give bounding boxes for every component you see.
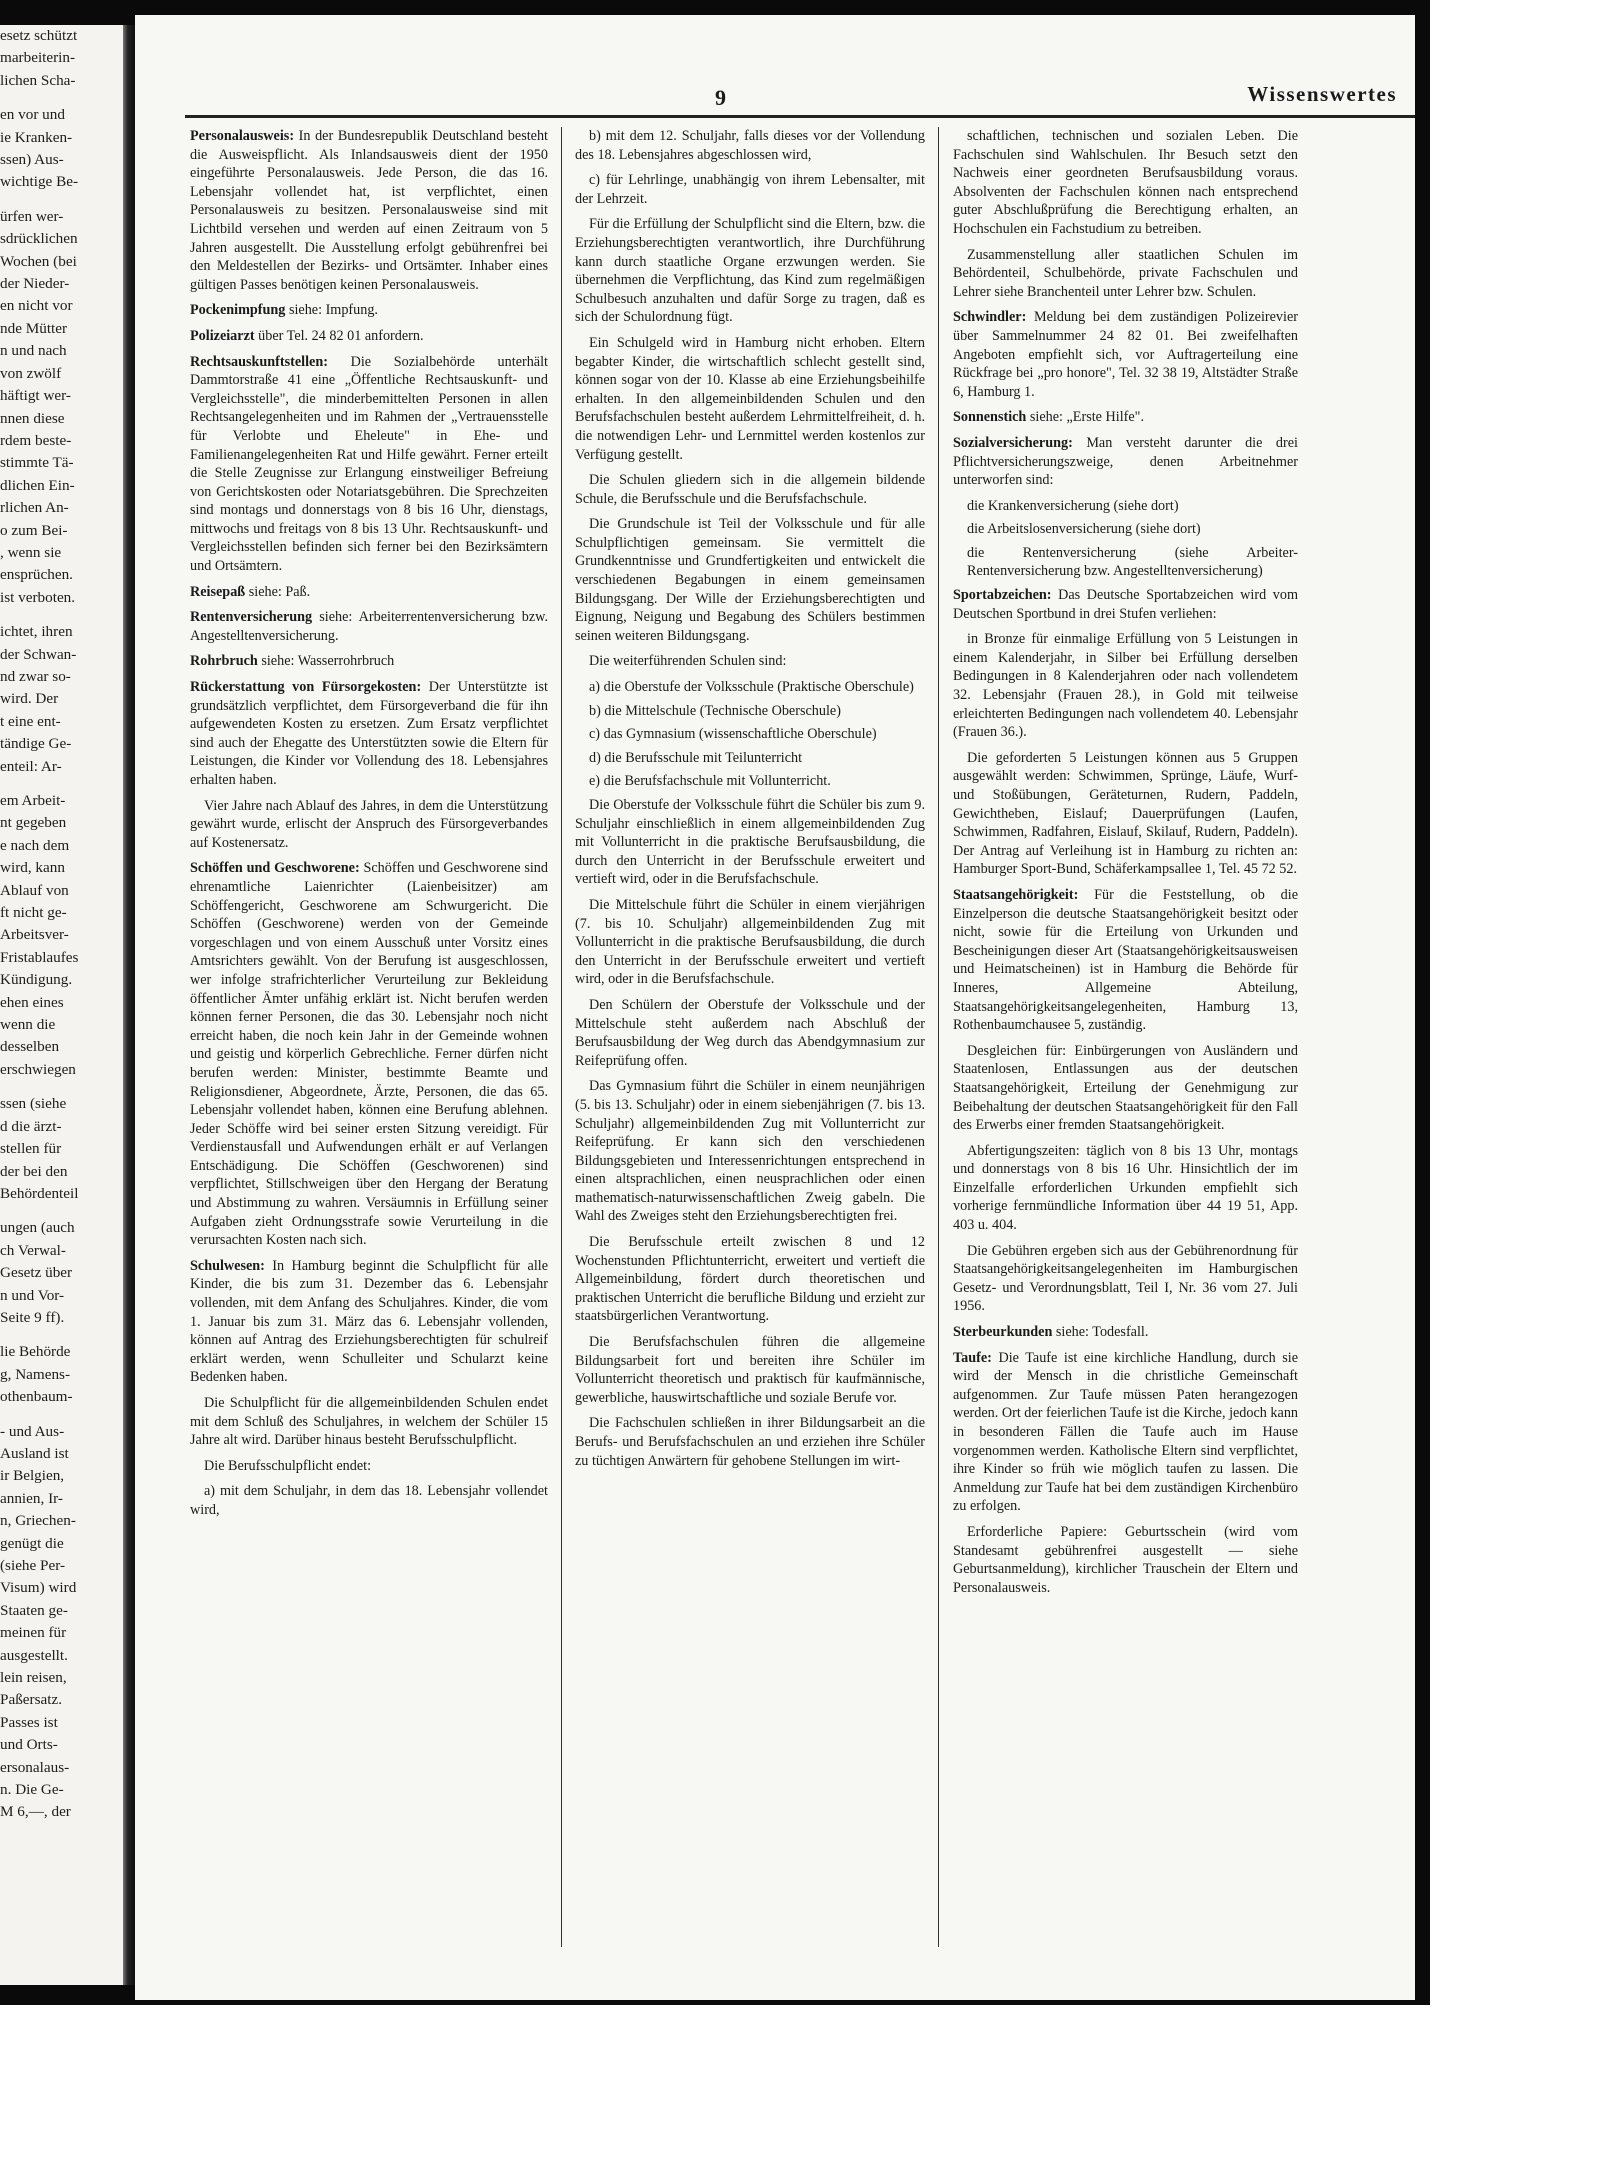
paragraph bbox=[575, 996, 925, 1070]
entry-keyword: Rohrbruch bbox=[190, 653, 258, 670]
text-line: en vor und bbox=[0, 106, 65, 124]
paragraph-text: siehe: Impfung. bbox=[285, 302, 378, 319]
paragraph-text: Die Schulen gliedern sich in die allgemein bildende Schule, die Berufsschule und die Berufsfachschule. bbox=[575, 472, 925, 507]
paragraph-text: Die Grundschule ist Teil der Volksschule und für alle Schulpflichtigen gemeinsam. Sie vermittelt die Grundkenntnisse und Grundfertigkeiten und entwickelt die verschiedenen Begabungen in einem gemeinsamen Bildungsgang. Der Wille der Erziehungsberechtigten und Eignung, Neigung und Begabung des Schülers bestimmen seinen weiteren Bildungsgang. bbox=[575, 516, 925, 644]
entry-paragraph bbox=[953, 586, 1298, 623]
paragraph-text: Die Sozialbehörde unterhält Dammtorstraße 41 eine „Öffentliche Rechtsauskunft- und Vergleichsstelle", die minderbemittelten Personen in allen Rechtsangelegenheiten und im Rahmen der „Vertrauensstelle für Verlobte und Eheleute" in Ehe- und Familienangelegenheiten Rat und Hilfe gewährt. Ferner erteilt die Stelle Zeugnisse zur Erlangung einstweiliger Befreiung von Gerichtskosten oder Notariatsgebühren. Die Sprechzeiten sind montags und donnerstags von 8 bis 16 Uhr, dienstags, mittwochs und freitags von 8 bis 13 Uhr. Rechtsauskunft- und Vergleichsstellen befinden sich ferner bei den Bezirksämtern und Ortsämtern. bbox=[190, 353, 548, 575]
text-line: e nach dem bbox=[0, 836, 70, 854]
entry-paragraph bbox=[953, 308, 1298, 401]
paragraph bbox=[575, 171, 925, 208]
list-item bbox=[953, 520, 1298, 539]
text-line: othenbaum- bbox=[0, 1388, 73, 1406]
paragraph-gap bbox=[0, 1329, 123, 1341]
text-line: n. Die Ge- bbox=[0, 1781, 64, 1799]
text-line: en nicht vor bbox=[0, 297, 73, 315]
header-rule bbox=[185, 115, 1415, 118]
paragraph-text: Desgleichen für: Einbürgerungen von Ausländern und Staatenlosen, Entlassungen aus der deutschen Staatsangehörigkeit, Erteilung der Genehmigung zur Beibehaltung der deutschen Staatsangehörigkeit für den Fall des Erwerbs einer fremden Staatsangehörigkeit. bbox=[953, 1042, 1298, 1134]
paragraph-text: Zusammenstellung aller staatlichen Schulen im Behördenteil, Schulbehörde, private Fachschulen und Lehrer siehe Branchenteil unter Lehrer bzw. Schulen. bbox=[953, 246, 1298, 300]
text-line: der Schwan- bbox=[0, 645, 77, 663]
paragraph bbox=[953, 1242, 1298, 1316]
paragraph-text: Die Oberstufe der Volksschule führt die Schüler bis zum 9. Schuljahr einschließlich in einem allgemeinbildenden Zug mit Vollunterricht in die praktische Berufsausbildung, die durch den Unterricht in der Berufsschule erweitert und vertieft wird, oder in die Berufsfachschule. bbox=[575, 797, 925, 888]
paragraph-text: die Arbeitslosenversicherung (siehe dort) bbox=[967, 521, 1201, 538]
text-line: nde Mütter bbox=[0, 319, 68, 337]
paragraph-text: Die Berufsschule erteilt zwischen 8 und 12 Wochenstunden Pflichtunterricht, erweitert und vertieft die Allgemeinbildung, fördert durch theoretischen und praktischen Unterricht die berufliche Bildung und erzieht zur staatsbürgerlichen Verantwortung. bbox=[575, 1234, 925, 1325]
text-line: t eine ent- bbox=[0, 712, 61, 730]
entry-paragraph bbox=[190, 652, 548, 671]
paragraph bbox=[575, 334, 925, 464]
entry-paragraph bbox=[190, 859, 548, 1249]
text-line: , wenn sie bbox=[0, 543, 62, 561]
entry-keyword: Polizeiarzt bbox=[190, 327, 255, 344]
text-line: dlichen Ein- bbox=[0, 476, 75, 494]
text-line: und Orts- bbox=[0, 1736, 58, 1754]
entry-paragraph bbox=[190, 583, 548, 602]
paragraph bbox=[575, 796, 925, 889]
paragraph-gap bbox=[0, 609, 123, 621]
text-line: nnen diese bbox=[0, 409, 65, 427]
column-1 bbox=[190, 127, 548, 1957]
entry-paragraph bbox=[953, 1323, 1298, 1342]
paragraph-text: Die Berufsfachschulen führen die allgemeine Bildungsarbeit fort und bereiten ihre Schüler im Vollunterricht theoretisch und praktisch für kaufmännische, gewerbliche, hauswirtschaftliche und soziale Berufe vor. bbox=[575, 1334, 925, 1406]
text-line: wichtige Be- bbox=[0, 173, 79, 191]
paragraph-text: Für die Erfüllung der Schulpflicht sind die Eltern, bzw. die Erziehungsberechtigten verantwortlich, ihre Durchführung kann durch staatliche Organe erzwungen werden. Sie übernehmen die Verpflichtung, das Kind zum regelmäßigen Schulbesuch anzuhalten und dafür Sorge zu tragen, daß es sich der Schulordnung fügt. bbox=[575, 216, 925, 326]
text-line: M 6,—, der bbox=[0, 1803, 71, 1821]
text-line: ie Kranken- bbox=[0, 128, 73, 146]
paragraph bbox=[953, 749, 1298, 879]
text-line: d die ärzt- bbox=[0, 1117, 62, 1135]
entry-keyword: Reisepaß bbox=[190, 583, 246, 600]
text-line: rdem beste- bbox=[0, 431, 72, 449]
paragraph-text: In der Bundesrepublik Deutschland besteht die Ausweispflicht. Als Inlandsausweis dient der 1950 eingeführte Personalausweis. Jede Person, die das 16. Lebensjahr vollendet hat, ist verpflichtet, einen Personalausweis zu besitzen. Personalausweise sind mit Lichtbild versehen und werden auf einen Zeitraum von 5 Jahren ausgestellt. Die Ausstellung erfolgt gebührenfrei bei den Meldestellen der Bezirks- und Ortsämter. Inhaber eines gültigen Passes benötigen keinen Personalausweis. bbox=[190, 128, 548, 293]
text-line: sdrücklichen bbox=[0, 230, 78, 248]
paragraph bbox=[953, 1142, 1298, 1235]
paragraph bbox=[575, 515, 925, 645]
paragraph-text: über Tel. 24 82 01 anfordern. bbox=[254, 327, 424, 344]
entry-paragraph bbox=[190, 327, 548, 346]
text-line: ürfen wer- bbox=[0, 207, 64, 225]
text-line: ensprüchen. bbox=[0, 566, 73, 584]
entry-paragraph bbox=[190, 127, 548, 294]
text-line: ausgestellt. bbox=[0, 1646, 68, 1664]
paragraph bbox=[953, 1042, 1298, 1135]
text-line: Paßersatz. bbox=[0, 1691, 62, 1709]
text-line: n, Griechen- bbox=[0, 1512, 76, 1530]
text-line: esetz schützt bbox=[0, 27, 78, 44]
paragraph bbox=[190, 1482, 548, 1519]
paragraph bbox=[953, 246, 1298, 302]
text-line: wenn die bbox=[0, 1016, 56, 1034]
paragraph-text: Die Schulpflicht für die allgemeinbildenden Schulen endet mit dem Schluß des Schuljahres, in welchem der Schüler 15 Jahre alt wird. Darüber hinaus besteht Berufsschulpflicht. bbox=[190, 1395, 548, 1449]
paragraph-text: in Bronze für einmalige Erfüllung von 5 Leistungen in einem Kalenderjahr, in Silber bei Erfüllung derselben Bedingungen in 8 Kalenderjahren oder nach vollendetem 32. Lebensjahr (Frauen 28.), in Gold mit teilweise erleichterten Bedingungen nach vollendetem 40. Lebensjahr (Frauen 36.). bbox=[953, 631, 1298, 741]
paragraph-text: Ein Schulgeld wird in Hamburg nicht erhoben. Eltern begabter Kinder, die wirtschaftlich schlecht gestellt sind, können sogar von der 10. Klasse ab eine Erziehungsbeihilfe erhalten. In den allgemeinbildenden Schulen und den Berufsfachschulen besteht außerdem Lehrmittelfreiheit, d. h. die notwendigen Lehr- und Lernmittel werden kostenlos zur Verfügung gestellt. bbox=[575, 334, 925, 463]
text-line: wird, kann bbox=[0, 859, 65, 877]
page-header bbox=[135, 15, 1415, 125]
text-line: der Nieder- bbox=[0, 275, 70, 293]
paragraph-text: Abfertigungszeiten: täglich von 8 bis 13 Uhr, montags und donnerstags von 8 bis 16 Uhr. Hinsichtlich der im Einzelfalle erforderlichen Urkunden empfiehlt sich vorherige fernmündliche Information über 44 19 51, App. 403 u. 404. bbox=[953, 1142, 1298, 1234]
text-line: nt gegeben bbox=[0, 814, 67, 832]
text-line: o zum Bei- bbox=[0, 521, 68, 539]
page-gutter bbox=[123, 25, 135, 1985]
left-page-fragment bbox=[0, 25, 123, 1985]
text-line: desselben bbox=[0, 1038, 60, 1056]
entry-keyword: Pockenimpfung bbox=[190, 302, 286, 319]
text-line: (siehe Per- bbox=[0, 1557, 66, 1574]
text-line: Passes ist bbox=[0, 1713, 58, 1731]
text-line: erschwiegen bbox=[0, 1060, 76, 1078]
list-item bbox=[953, 497, 1298, 516]
entry-keyword: Rückerstattung von Fürsorgekosten: bbox=[190, 679, 422, 696]
paragraph-gap bbox=[0, 194, 123, 206]
paragraph-text: Die Gebühren ergeben sich aus der Gebührenordnung für Staatsangehörigkeitsangelegenheiten im Hamburgischen Gesetz- und Verordnungsblatt, Teil I, Nr. 36 vom 27. Juli 1956. bbox=[953, 1242, 1298, 1315]
paragraph-text: Die Taufe ist eine kirchliche Handlung, durch sie wird der Mensch in die christliche Gemeinschaft aufgenommen. Zur Taufe müssen Paten herangezogen werden. Ort der feierlichen Taufe ist die Kirche, jedoch kann in besonderen Fällen die Taufe auch im Hause vorgenommen werden. Katholische Eltern sind verpflichtet, ihre Kinder so früh wie möglich taufen zu lassen. Die Anmeldung zur Taufe hat bei dem zuständigen Kirchenbüro zu erfolgen. bbox=[953, 1349, 1298, 1515]
paragraph-text: Die weiterführenden Schulen sind: bbox=[589, 653, 787, 670]
section-title: Wissenswertes bbox=[1247, 82, 1397, 106]
text-line: Visum) wird bbox=[0, 1579, 77, 1597]
paragraph-text: siehe: Wasserrohrbruch bbox=[257, 653, 395, 670]
paragraph-text: Der Unterstützte ist grundsätzlich verpflichtet, dem Fürsorgeverband die für ihn aufgewendeten Kosten zu ersetzen. Zum Ersatz verpflichtet sind auch der Ehegatte des Unterstützten sowie die Eltern für Leistungen, die Kinder vor Vollendung des 18. Lebensjahres erhalten haben. bbox=[190, 679, 548, 788]
list-item bbox=[575, 749, 925, 768]
text-line: enteil: Ar- bbox=[0, 757, 62, 775]
text-line: n und nach bbox=[0, 342, 67, 360]
text-line: meinen für bbox=[0, 1624, 67, 1642]
paragraph bbox=[575, 652, 925, 671]
text-line: ir Belgien, bbox=[0, 1467, 65, 1485]
text-line: ungen (auch bbox=[0, 1219, 75, 1237]
paragraph-text: Erforderliche Papiere: Geburtsschein (wird vom Standesamt gebührenfrei ausgestellt — siehe Geburtsanmeldung), kirchlicher Trauschein der Eltern und Personalausweis. bbox=[953, 1523, 1298, 1596]
paragraph bbox=[953, 630, 1298, 742]
column-3 bbox=[953, 127, 1298, 1957]
page-number: 9 bbox=[715, 85, 726, 110]
paragraph-text: a) die Oberstufe der Volksschule (Praktische Oberschule) bbox=[589, 679, 914, 696]
text-line: ssen) Aus- bbox=[0, 151, 64, 169]
text-line: von zwölf bbox=[0, 364, 62, 382]
paragraph bbox=[575, 1233, 925, 1326]
text-line: ist verboten. bbox=[0, 588, 76, 606]
paragraph-text: c) für Lehrlinge, unabhängig von ihrem Lebensalter, mit der Lehrzeit. bbox=[575, 172, 925, 207]
paragraph bbox=[575, 896, 925, 989]
list-item bbox=[575, 678, 925, 697]
text-line: genügt die bbox=[0, 1534, 64, 1552]
paragraph-text: Die Berufsschulpflicht endet: bbox=[204, 1457, 372, 1474]
column-divider bbox=[561, 127, 562, 1947]
text-line: ch Verwal- bbox=[0, 1241, 66, 1259]
paragraph-gap bbox=[0, 1205, 123, 1217]
paragraph-text: d) die Berufsschule mit Teilunterricht bbox=[589, 749, 803, 766]
paragraph bbox=[575, 1077, 925, 1226]
text-line: Wochen (bei bbox=[0, 252, 77, 270]
text-line: lichen Scha- bbox=[0, 71, 76, 89]
text-line: ft nicht ge- bbox=[0, 904, 67, 922]
paragraph-text: c) das Gymnasium (wissenschaftliche Oberschule) bbox=[589, 726, 877, 743]
text-line: ichtet, ihren bbox=[0, 623, 73, 641]
text-line: em Arbeit- bbox=[0, 792, 66, 809]
entry-keyword: Sozialversicherung: bbox=[953, 434, 1073, 451]
right-page bbox=[135, 15, 1415, 2000]
text-line: ssen (siehe bbox=[0, 1095, 67, 1113]
paragraph bbox=[575, 1333, 925, 1407]
entry-keyword: Sterbeurkunden bbox=[953, 1324, 1053, 1341]
text-line: n und Vor- bbox=[0, 1286, 65, 1304]
list-item bbox=[575, 772, 925, 791]
paragraph-text: Die Fachschulen schließen in ihrer Bildungsarbeit an die Berufs- und Berufsfachschulen an und erziehen ihre Schüler zu tüchtigen Anwärtern für gehobene Stellungen im wirt- bbox=[575, 1415, 925, 1469]
text-line: - und Aus- bbox=[0, 1422, 65, 1440]
entry-keyword: Staatsangehörigkeit: bbox=[953, 886, 1079, 903]
column-divider bbox=[938, 127, 939, 1947]
text-line: tändige Ge- bbox=[0, 735, 72, 753]
entry-keyword: Rechtsauskunftstellen: bbox=[190, 353, 328, 370]
text-line: Seite 9 ff). bbox=[0, 1308, 65, 1326]
text-line: marbeiterin- bbox=[0, 49, 76, 67]
list-item bbox=[575, 702, 925, 721]
list-item bbox=[953, 544, 1298, 581]
entry-paragraph bbox=[190, 608, 548, 645]
text-line: Behördenteil bbox=[0, 1184, 79, 1202]
paragraph bbox=[190, 1457, 548, 1476]
entry-paragraph bbox=[190, 353, 548, 576]
text-line: Ablauf von bbox=[0, 881, 69, 899]
paragraph-text: e) die Berufsfachschule mit Vollunterricht. bbox=[589, 773, 831, 790]
entry-paragraph bbox=[190, 301, 548, 320]
entry-keyword: Rentenversicherung bbox=[190, 609, 313, 626]
text-line: Kündigung. bbox=[0, 971, 73, 989]
paragraph-text: schaftlichen, technischen und sozialen Leben. Die Fachschulen sind Wahlschulen. Ihr Besuch setzt den Nachweis einer geordneten Berufsausbildung voraus. Absolventen der Fachschulen können nach entsprechend guter Abschlußprüfung die Berechtigung erhalten, an Hochschulen ein Fachstudium zu betreiben. bbox=[953, 128, 1298, 237]
paragraph-text: siehe: Todesfall. bbox=[1052, 1324, 1149, 1341]
paragraph-text: b) die Mittelschule (Technische Oberschule) bbox=[589, 702, 841, 719]
text-line: Ausland ist bbox=[0, 1444, 69, 1462]
paragraph-text: Den Schülern der Oberstufe der Volksschule und der Mittelschule steht außerdem nach Abschluß der Berufsausbildung der Weg durch das Abendgymnasium zur Reifeprüfung offen. bbox=[575, 996, 925, 1069]
entry-keyword: Schulwesen: bbox=[190, 1257, 265, 1274]
paragraph-text: b) mit dem 12. Schuljahr, falls dieses vor der Vollendung des 18. Lebensjahres abgeschlossen wird, bbox=[575, 128, 925, 163]
list-item bbox=[575, 725, 925, 744]
text-line: ersonalaus- bbox=[0, 1758, 70, 1776]
paragraph bbox=[575, 1414, 925, 1470]
text-line: lein reisen, bbox=[0, 1669, 67, 1687]
column-2 bbox=[575, 127, 925, 1957]
paragraph-text: die Rentenversicherung (siehe Arbeiter-Rentenversicherung bzw. Angestelltenversicherung) bbox=[967, 544, 1298, 580]
paragraph-text: Man versteht darunter die drei Pflichtversicherungszweige, denen Arbeitnehmer unterworfen sind: bbox=[953, 434, 1298, 489]
text-line: stimmte Tä- bbox=[0, 454, 74, 472]
paragraph bbox=[953, 127, 1298, 239]
paragraph-gap bbox=[0, 1081, 123, 1093]
text-line: ehen eines bbox=[0, 993, 64, 1011]
entry-keyword: Personalausweis: bbox=[190, 128, 295, 144]
text-columns bbox=[190, 127, 1410, 1957]
entry-paragraph bbox=[953, 1349, 1298, 1516]
text-line: stellen für bbox=[0, 1140, 62, 1158]
text-line: Gesetz über bbox=[0, 1264, 73, 1282]
paragraph-text: Schöffen und Geschworene sind ehrenamtliche Laienrichter (Laienbeisitzer) am Schöffengericht, Geschworene am Schwurgericht. Die Schöffen (Geschworene) werden von der Gemeinde vorgeschlagen und von einem Ausschuß unter Vorsitz eines Amtsrichters gewählt. Von der Berufung ist ausgeschlossen, wer infolge strafrichterlicher Verurteilung zur Bekleidung öffentlicher Ämter unfähig erklärt ist. Nicht berufen werden können ferner Personen, die das 30. Lebensjahr noch nicht erreicht haben, die noch kein Jahr in der Gemeinde wohnen und geistig und körperlich Gebrechliche. Ferner dürfen nicht berufen werden: Minister, bestimmte Beamte und Religionsdiener, Abgeordnete, Ärzte, Personen, die das 65. Lebensjahr vollendet haben, können eine Berufung ablehnen. Jeder Schöffe wird bei seiner ersten Sitzung vereidigt. Für Verdienstausfall und Aufwendungen erhält er auf Verlangen Entschädigung. Die Schöffen (Geschworenen) sind verpflichtet, Stillschweigen über den Hergang der Beratung und Abstimmung zu wahren. Versäumnis in Erfüllung seiner Aufgaben zieht Ordnungsstrafe sowie Verurteilung in die verursachten Kosten nach sich. bbox=[190, 860, 548, 1249]
entry-keyword: Taufe: bbox=[953, 1349, 992, 1366]
paragraph-text: Vier Jahre nach Ablauf des Jahres, in dem die Unterstützung gewährt wurde, erlischt der Anspruch des Fürsorgeverbandes auf Kostenersatz. bbox=[190, 797, 548, 851]
paragraph-text: siehe: Paß. bbox=[245, 583, 311, 600]
paragraph-text: siehe: Arbeiterrentenversicherung bzw. Angestelltenversicherung. bbox=[190, 609, 548, 644]
paragraph-text: die Krankenversicherung (siehe dort) bbox=[967, 497, 1179, 514]
text-line: Fristablaufes bbox=[0, 948, 79, 966]
paragraph-gap bbox=[0, 1409, 123, 1421]
text-line: annien, Ir- bbox=[0, 1489, 63, 1507]
paragraph-gap bbox=[0, 778, 123, 790]
entry-paragraph bbox=[953, 408, 1298, 427]
paragraph bbox=[953, 1523, 1298, 1597]
entry-keyword: Sportabzeichen: bbox=[953, 587, 1052, 604]
text-line: Arbeitsver- bbox=[0, 926, 69, 944]
paragraph-text: a) mit dem Schuljahr, in dem das 18. Lebensjahr vollendet wird, bbox=[190, 1483, 548, 1518]
entry-keyword: Schöffen und Geschworene: bbox=[190, 860, 360, 877]
entry-paragraph bbox=[190, 678, 548, 790]
paragraph-text: siehe: „Erste Hilfe". bbox=[1026, 409, 1144, 426]
text-line: häftigt wer- bbox=[0, 387, 71, 405]
entry-paragraph bbox=[953, 886, 1298, 1035]
entry-paragraph bbox=[953, 434, 1298, 490]
paragraph-text: Das Gymnasium führt die Schüler in einem neunjährigen (5. bis 13. Schuljahr) oder in einem siebenjährigen (7. bis 13. Schuljahr) allgemeinbildenden Zug mit Vollunterricht zur Reifeprüfung. Er kann sich den verschiedenen Bildungsgebieten und Interessenrichtungen entsprechend in einen altsprachlichen, einen neusprachlichen oder einen mathematisch-naturwissenschaftlichen Zweig gabeln. Die Wahl des Zweiges steht den Erziehungsberechtigten frei. bbox=[575, 1078, 925, 1225]
paragraph-text: In Hamburg beginnt die Schulpflicht für alle Kinder, die bis zum 31. Dezember das 6. Lebensjahr vollenden, mit dem Anfang des Schuljahres. Kinder, die vom 1. Januar bis zum 31. März das 6. Lebensjahr vollenden, können auf Antrag des Erziehungsberechtigten für schulreif erklärt werden, wenn Schulleiter und Schularzt keine Bedenken haben. bbox=[190, 1257, 548, 1386]
entry-keyword: Schwindler: bbox=[953, 309, 1027, 326]
text-line: der bei den bbox=[0, 1162, 68, 1180]
paragraph-text: Die geforderten 5 Leistungen können aus 5 Gruppen ausgewählt werden: Schwimmen, Sprünge, Läufe, Wurf- und Stoßübungen, Geräteturnen, Rudern, Paddeln, Gewichtheben, Eislauf; Dauerprüfungen (Laufen, Schwimmen, Radfahren, Eislauf, Skilauf, Rudern, Paddeln). Der Antrag auf Verleihung ist in Hamburg zu richten an: Hamburger Sport-Bund, Schäferkampsallee 1, Tel. 45 72 52. bbox=[953, 749, 1298, 878]
paragraph-text: Für die Feststellung, ob die Einzelperson die deutsche Staatsangehörigkeit besitzt oder nicht, sowie für die Erteilung von Urkunden und Bescheinigungen dieser Art (Staatsangehörigkeitsausweisen und Heimatscheinen) ist in Hamburg die Behörde für Inneres, Allgemeine Abteilung, Staatsangehörigkeitsangelegenheiten, Hamburg 13, Rothenbaumchausee 5, zuständig. bbox=[953, 886, 1298, 1034]
paragraph-text: Das Deutsche Sportabzeichen wird vom Deutschen Sportbund in drei Stufen verliehen: bbox=[953, 587, 1298, 622]
paragraph-text: Die Mittelschule führt die Schüler in einem vierjährigen (7. bis 10. Schuljahr) allgemeinbildenden Zug mit Vollunterricht in die praktische Berufsausbildung, die durch den Unterricht in der Berufsschule erweitert und vertieft wird, oder in die Berufsfachschule. bbox=[575, 896, 925, 988]
paragraph bbox=[190, 797, 548, 853]
text-line: wird. Der bbox=[0, 690, 59, 708]
text-line: nd zwar so- bbox=[0, 667, 71, 685]
paragraph-gap bbox=[0, 92, 123, 104]
paragraph bbox=[575, 215, 925, 327]
paragraph-text: Meldung bei dem zuständigen Polizeirevier über Sammelnummer 24 82 01. Bei zweifelhaften Angeboten empfiehlt sich, vor Auftragerteilung eine Rückfrage bei „pro honore", Tel. 32 38 19, Altstädter Straße 6, Hamburg 1. bbox=[953, 309, 1298, 400]
paragraph bbox=[575, 127, 925, 164]
entry-keyword: Sonnenstich bbox=[953, 409, 1027, 426]
text-line: Staaten ge- bbox=[0, 1601, 68, 1619]
paragraph bbox=[190, 1394, 548, 1450]
text-line: rlichen An- bbox=[0, 499, 69, 517]
entry-paragraph bbox=[190, 1257, 548, 1387]
text-line: lie Behörde bbox=[0, 1343, 71, 1361]
text-line: g, Namens- bbox=[0, 1365, 71, 1383]
paragraph bbox=[575, 471, 925, 508]
